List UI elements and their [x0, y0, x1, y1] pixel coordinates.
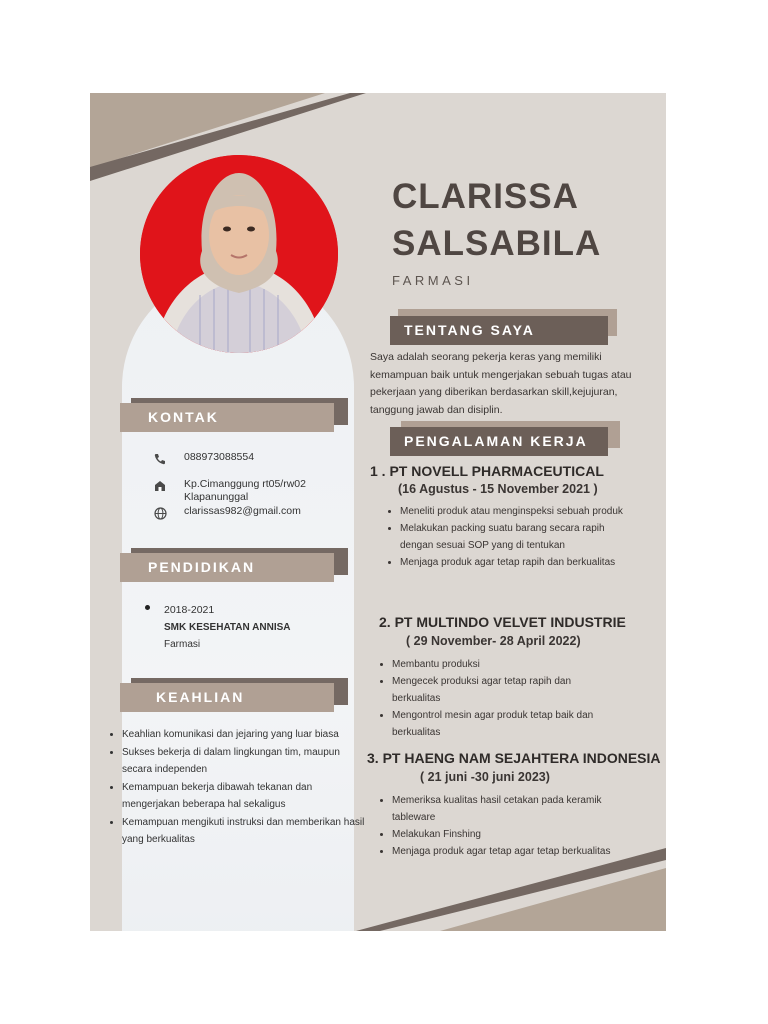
- skill-item: • Keahlian komunikasi dan jejaring yang luar biasa: [122, 726, 367, 744]
- job-title-2: 2. PT MULTINDO VELVET INDUSTRIE: [379, 614, 626, 630]
- contact-heading-label: KONTAK: [120, 403, 334, 432]
- job-title-1: 1 . PT NOVELL PHARMACEUTICAL: [370, 463, 604, 479]
- education-years: 2018-2021: [164, 604, 215, 616]
- duty-item: • Menjaga produk agar tetap agar tetap berkualitas: [392, 843, 622, 860]
- duty-item: • Melakukan Finshing: [392, 826, 622, 843]
- profile-photo: [140, 155, 338, 353]
- experience-heading-label: PENGALAMAN KERJA: [390, 427, 608, 456]
- cv-page: [90, 93, 666, 931]
- bullet-dot: [145, 605, 150, 610]
- job-duties-2: [378, 656, 622, 741]
- contact-phone: [152, 451, 254, 467]
- contact-heading: [120, 403, 348, 432]
- name-line-2: SALSABILA: [392, 224, 602, 263]
- job-duties-3: [378, 792, 622, 860]
- candidate-name: [392, 173, 601, 267]
- duty-item: • Meneliti produk atau menginspeksi sebuah produk: [400, 503, 630, 520]
- job-date-2: ( 29 November- 28 April 2022): [406, 634, 581, 648]
- contact-phone-text: 088973088554: [184, 451, 255, 463]
- experience-heading: [390, 427, 620, 456]
- education-major: Farmasi: [164, 639, 201, 650]
- skills-heading-label: KEAHLIAN: [120, 683, 334, 712]
- contact-email: [152, 505, 301, 521]
- phone-icon: [152, 451, 168, 467]
- skill-item: • Kemampuan mengikuti instruksi dan memberikan hasil yang berkualitas: [122, 814, 367, 849]
- about-text: Saya adalah seorang pekerja keras yang memiliki kemampuan baik untuk mengerjakan sebuah tugas atau pekerjaan yang diberikan berdasarkan skill,kejujuran, tanggung jawab dan disiplin.: [370, 351, 632, 416]
- skills-heading: [120, 683, 348, 712]
- globe-icon: [152, 505, 168, 521]
- about-heading: [390, 316, 617, 345]
- about-heading-label: TENTANG SAYA: [390, 316, 608, 345]
- skill-item: • Sukses bekerja di dalam lingkungan tim, maupun secara independen: [122, 744, 367, 779]
- home-icon: [152, 478, 168, 494]
- skill-item: • Kemampuan bekerja dibawah tekanan dan mengerjakan beberapa hal sekaligus: [122, 779, 367, 814]
- duty-item: • Memeriksa kualitas hasil cetakan pada keramik tableware: [392, 792, 622, 826]
- contact-email-text: clarissas982@gmail.com: [184, 505, 301, 517]
- job-duties-1: [386, 503, 630, 571]
- candidate-role: FARMASI: [392, 273, 474, 288]
- skills-list: [104, 726, 367, 849]
- education-school: SMK KESEHATAN ANNISA: [164, 622, 291, 633]
- contact-address: [152, 478, 306, 504]
- job-title-3: 3. PT HAENG NAM SEJAHTERA INDONESIA: [367, 750, 661, 766]
- job-date-3: ( 21 juni -30 juni 2023): [420, 770, 550, 784]
- education-heading-label: PENDIDIKAN: [120, 553, 334, 582]
- contact-address-text: Kp.Cimanggung rt05/rw02 Klapanunggal: [184, 478, 306, 503]
- duty-item: • Mengecek produksi agar tetap rapih dan berkualitas: [392, 673, 622, 707]
- education-heading: [120, 553, 348, 582]
- job-date-1: (16 Agustus - 15 November 2021 ): [398, 482, 598, 496]
- duty-item: • Menjaga produk agar tetap rapih dan berkualitas: [400, 554, 630, 571]
- duty-item: • Membantu produksi: [392, 656, 622, 673]
- duty-item: • Mengontrol mesin agar produk tetap baik dan berkualitas: [392, 707, 622, 741]
- name-line-1: CLARISSA: [392, 177, 579, 216]
- education-entry: [148, 601, 290, 652]
- duty-item: • Melakukan packing suatu barang secara rapih dengan sesuai SOP yang di tentukan: [400, 520, 630, 554]
